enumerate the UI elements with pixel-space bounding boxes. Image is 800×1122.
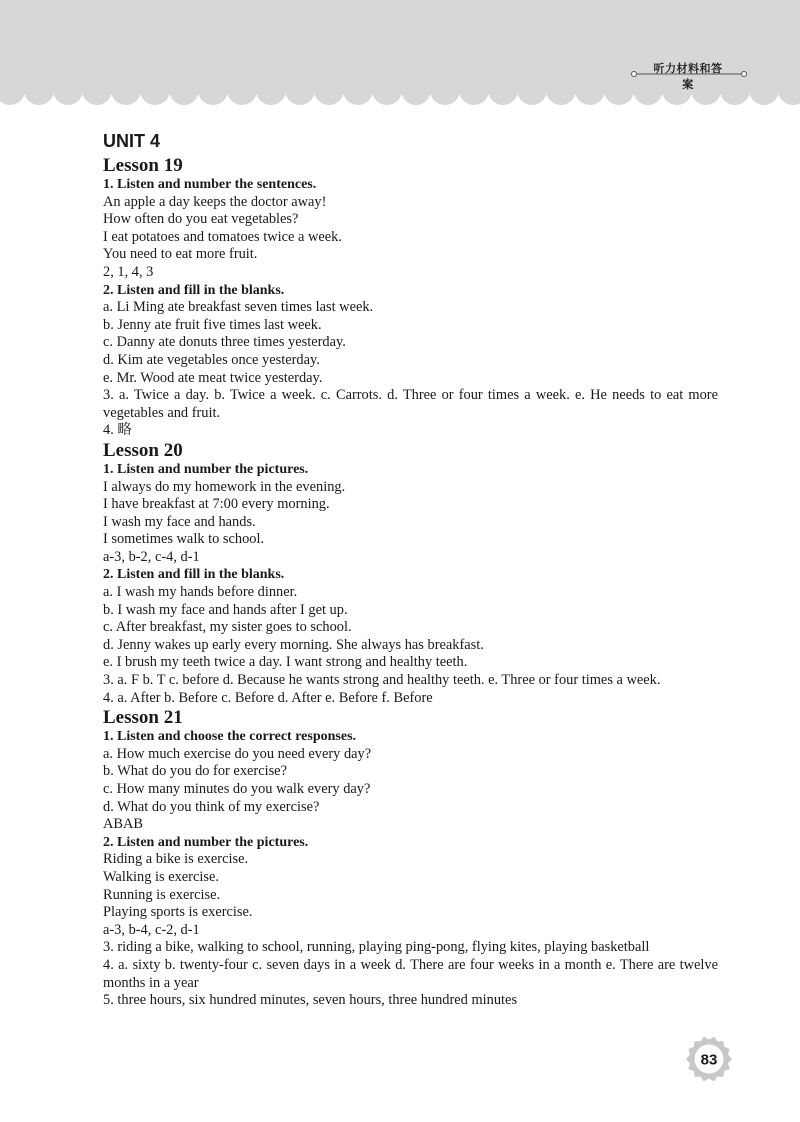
- lesson-block: [103, 155, 718, 440]
- scallop: [517, 75, 547, 105]
- header-label: 听力材料和答案: [653, 62, 723, 91]
- page-number: 83: [700, 1051, 718, 1069]
- text-line: I sometimes walk to school.: [103, 531, 265, 548]
- text-line: b. What do you do for exercise?: [103, 763, 287, 780]
- text-line: a. Li Ming ate breakfast seven times last week.: [103, 299, 374, 316]
- answer-line: 2, 1, 4, 3: [103, 263, 154, 280]
- answer-line: 3. a. F b. T c. before d. Because he wants strong and healthy teeth. e. Three or four times a week.: [103, 672, 661, 689]
- header-rule-dot-left: [632, 72, 637, 77]
- scallop: [604, 75, 634, 105]
- task-heading: 2. Listen and fill in the blanks.: [103, 567, 285, 583]
- text-line: Playing sports is exercise.: [103, 904, 253, 921]
- answer-line: 4. a. sixty b. twenty-four c. seven days in a week d. There are four weeks in a month e. There are twelve months in a year: [103, 956, 718, 991]
- answer-line: 3. a. Twice a day. b. Twice a week. c. Carrots. d. Three or four times a week. e. He needs to eat more vegetables and fruit.: [103, 387, 718, 421]
- text-line: I have breakfast at 7:00 every morning.: [103, 496, 330, 513]
- text-line: b. I wash my face and hands after I get up.: [103, 601, 348, 618]
- lesson-title: Lesson 19: [103, 155, 183, 176]
- page-number-badge: [685, 1035, 733, 1083]
- scallop: [256, 75, 286, 105]
- scallop: [198, 75, 228, 105]
- answer-line: a-3, b-2, c-4, d-1: [103, 548, 200, 565]
- lesson-title: Lesson 20: [103, 439, 183, 461]
- text-line: Riding a bike is exercise.: [103, 851, 249, 868]
- text-line: e. I brush my teeth twice a day. I want strong and healthy teeth.: [103, 654, 468, 671]
- text-line: How often do you eat vegetables?: [103, 211, 299, 228]
- text-line: c. Danny ate donuts three times yesterday.: [103, 334, 346, 351]
- text-line: I eat potatoes and tomatoes twice a week.: [103, 228, 342, 245]
- scallop: [285, 75, 315, 105]
- scallop: [82, 75, 112, 105]
- text-line: Running is exercise.: [103, 886, 221, 903]
- scalloped-header-shape: [0, 0, 800, 112]
- header-rule-dot-right: [742, 72, 747, 77]
- task-heading: 1. Listen and number the sentences.: [103, 177, 317, 192]
- answer-line: a-3, b-4, c-2, d-1: [103, 921, 200, 938]
- answer-line: 5. three hours, six hundred minutes, seven hours, three hundred minutes: [103, 992, 518, 1009]
- scallop: [575, 75, 605, 105]
- answer-key-content: [103, 127, 718, 1010]
- answer-line: 4. a. After b. Before c. Before d. After e. Before f. Before: [103, 689, 433, 706]
- text-line: d. What do you think of my exercise?: [103, 798, 320, 815]
- text-line: c. How many minutes do you walk every day?: [103, 781, 371, 797]
- scallop: [343, 75, 373, 105]
- answer-line: 3. riding a bike, walking to school, running, playing ping-pong, flying kites, playing basketball: [103, 939, 650, 956]
- lesson-title: Lesson 21: [103, 707, 183, 729]
- scallop: [488, 75, 518, 105]
- text-line: a. How much exercise do you need every day?: [103, 745, 372, 762]
- text-line: I wash my face and hands.: [103, 513, 256, 530]
- text-line: d. Kim ate vegetables once yesterday.: [103, 351, 320, 368]
- scallop: [169, 75, 199, 105]
- answer-line: 4. 略: [103, 422, 132, 439]
- scallop: [227, 75, 257, 105]
- task-heading: 1. Listen and choose the correct responses.: [103, 729, 357, 745]
- lesson-block: [103, 707, 718, 1010]
- scallop: [720, 75, 750, 105]
- task-heading: 1. Listen and number the pictures.: [103, 461, 309, 477]
- scallop: [401, 75, 431, 105]
- text-line: e. Mr. Wood ate meat twice yesterday.: [103, 369, 323, 386]
- scallop: [430, 75, 460, 105]
- scallop: [749, 75, 779, 105]
- text-line: An apple a day keeps the doctor away!: [103, 193, 327, 210]
- task-heading: 2. Listen and fill in the blanks.: [103, 282, 285, 298]
- scallop: [314, 75, 344, 105]
- scallop: [53, 75, 83, 105]
- task-heading: 2. Listen and number the pictures.: [103, 834, 309, 850]
- text-line: Walking is exercise.: [103, 868, 219, 885]
- text-line: d. Jenny wakes up early every morning. She always has breakfast.: [103, 636, 484, 653]
- scallop: [546, 75, 576, 105]
- lesson-block: [103, 440, 718, 707]
- text-line: c. After breakfast, my sister goes to school.: [103, 619, 352, 636]
- unit-title: UNIT 4: [103, 131, 161, 151]
- text-line: a. I wash my hands before dinner.: [103, 584, 298, 601]
- scallop: [459, 75, 489, 105]
- scallop: [24, 75, 54, 105]
- header-band: [0, 0, 800, 112]
- text-line: You need to eat more fruit.: [103, 246, 258, 263]
- text-line: I always do my homework in the evening.: [103, 478, 346, 495]
- gear-badge-icon: [685, 1035, 733, 1083]
- scallop: [372, 75, 402, 105]
- scallop: [111, 75, 141, 105]
- answer-line: ABAB: [103, 816, 143, 833]
- text-line: b. Jenny ate fruit five times last week.: [103, 316, 322, 333]
- scallop: [140, 75, 170, 105]
